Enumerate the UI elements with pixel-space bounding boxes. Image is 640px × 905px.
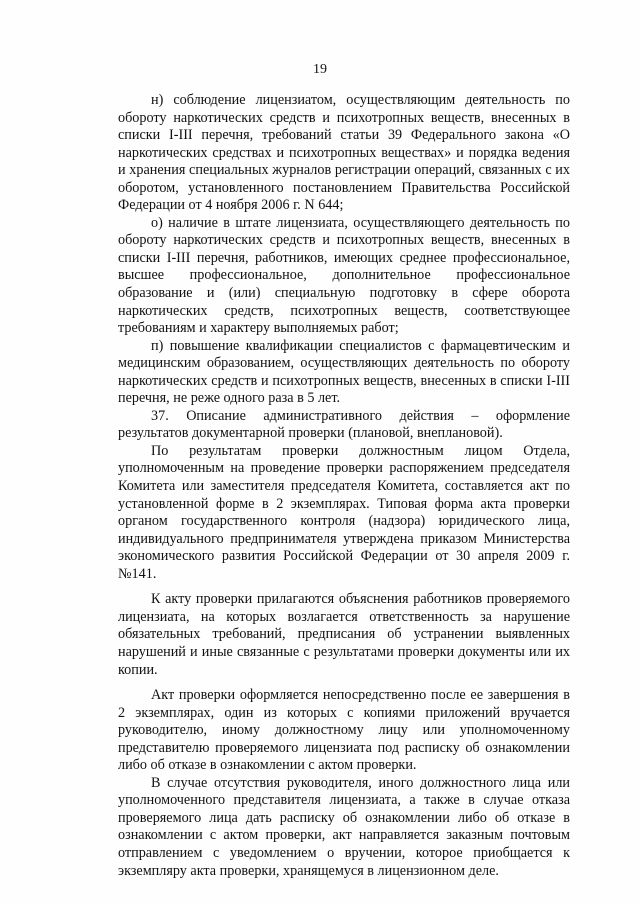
paragraph-act-execution: Акт проверки оформляется непосредственно после ее завершения в 2 экземплярах, один из которых с копиями приложений вручается руководителю, иному должностному лицу или уполномоченному представителю проверяемого лицензиата под расписку об ознакомлении либо об отказе в ознакомлении с актом проверки. bbox=[118, 687, 570, 774]
paragraph-item-n: н) соблюдение лицензиатом, осуществляющим деятельность по обороту наркотических средств и психотропных веществ, внесенных в списки I-III перечня, требований статьи 39 Федерального закона «О наркотических средствах и психотропных веществах» и порядка ведения и хранения специальных журналов регистрации операций, связанных с их оборотом, установленного постановлением Правительства Российской Федерации от 4 ноября 2006 г. N 644; bbox=[118, 92, 570, 214]
paragraph-section-37: 37. Описание административного действия – оформление результатов документарной проверки (плановой, внеплановой). bbox=[118, 407, 570, 442]
body-text bbox=[118, 92, 570, 880]
paragraph-act-mailing: В случае отсутствия руководителя, иного должностного лица или уполномоченного представителя лицензиата, а также в случае отказа проверяемого лица дать расписку об ознакомлении либо об отказе в ознакомлении с актом проверки, акт направляется заказным почтовым отправлением с уведомлением о вручении, которое приобщается к экземпляру акта проверки, хранящемуся в лицензионном деле. bbox=[118, 774, 570, 879]
paragraph-inspection-results: По результатам проверки должностным лицом Отдела, уполномоченным на проведение проверки распоряжением председателя Комитета или заместителя председателя Комитета, составляется акт по установленной форме в 2 экземплярах. Типовая форма акта проверки органом государственного контроля (надзора) юридического лица, индивидуального предпринимателя утверждена приказом Министерства экономического развития Российской Федерации от 30 апреля 2009 г. №141. bbox=[118, 442, 570, 582]
paragraph-item-p: п) повышение квалификации специалистов с фармацевтическим и медицинским образованием, осуществляющих деятельность по обороту наркотических средств и психотропных веществ, внесенных в списки I-III перечня, не реже одного раза в 5 лет. bbox=[118, 337, 570, 407]
page-number: 19 bbox=[313, 62, 327, 77]
paragraph-act-attachments: К акту проверки прилагаются объяснения работников проверяемого лицензиата, на которых возлагается ответственность за нарушение обязательных требований, предписания об устранении выявленных нарушений и иные связанные с результатами проверки документы или их копии. bbox=[118, 591, 570, 678]
paragraph-item-o: о) наличие в штате лицензиата, осуществляющего деятельность по обороту наркотических средств и психотропных веществ, внесенных в списки I-III перечня, работников, имеющих среднее профессиональное, высшее профессиональное, дополнительное профессиональное образование и (или) специальную подготовку в сфере оборота наркотических средств, психотропных веществ, соответствующее требованиям и характеру выполняемых работ; bbox=[118, 214, 570, 337]
